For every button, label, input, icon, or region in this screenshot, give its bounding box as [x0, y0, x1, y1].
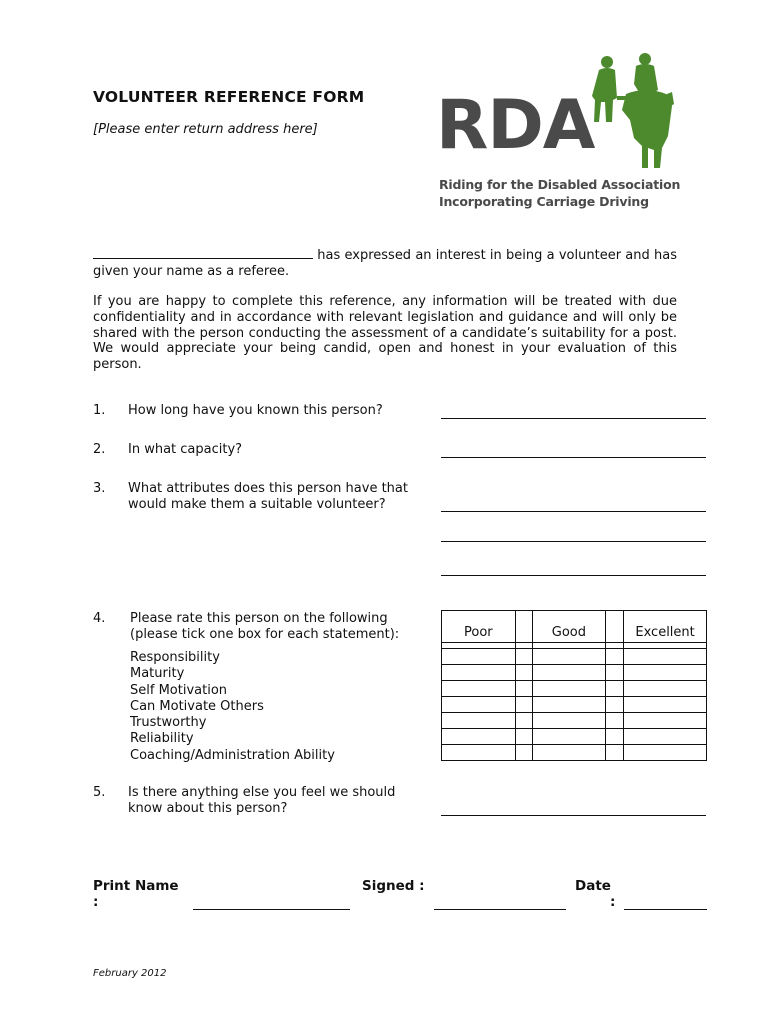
- return-address-placeholder: [Please enter return address here]: [93, 122, 318, 137]
- rating-statement: Can Motivate Others: [130, 698, 264, 714]
- intro-paragraph-1: has expressed an interest in being a volunteer and has given your name as a referee.: [93, 248, 677, 279]
- rating-checkbox[interactable]: [532, 681, 606, 697]
- rating-row: [442, 649, 707, 665]
- rating-checkbox[interactable]: [532, 665, 606, 681]
- rating-row: [442, 713, 707, 729]
- rating-grid: [441, 610, 707, 762]
- rating-checkbox[interactable]: [532, 697, 606, 713]
- question-4-number: 4.: [93, 611, 106, 626]
- logo-subtitle: [439, 176, 680, 210]
- rating-row: [442, 697, 707, 713]
- rating-statement: Coaching/Administration Ability: [130, 747, 335, 763]
- question-2-number: 2.: [93, 442, 106, 457]
- rating-checkbox[interactable]: [532, 745, 606, 761]
- logo-line-2: Incorporating Carriage Driving: [439, 194, 649, 209]
- question-4-text: Please rate this person on the following (please tick one box for each statement):: [130, 611, 400, 642]
- rating-checkbox[interactable]: [442, 729, 516, 745]
- rating-checkbox[interactable]: [532, 713, 606, 729]
- candidate-name-blank[interactable]: [93, 248, 313, 259]
- rating-row: [442, 729, 707, 745]
- rating-checkbox[interactable]: [624, 665, 707, 681]
- question-5-answer-line[interactable]: [441, 815, 706, 816]
- intro-paragraph-2: If you are happy to complete this reference, any information will be treated with due confidentiality and in accordance with relevant legislation and guidance and will only be shared with the person conducting the assessment of a candidate’s suitability for a post. We would appreciate your being candid, open and honest in your evaluation of this person.: [93, 294, 677, 373]
- rating-statements: [130, 650, 335, 764]
- rating-statement: Maturity: [130, 666, 185, 682]
- rating-checkbox[interactable]: [532, 649, 606, 665]
- question-1-text: How long have you known this person?: [128, 403, 383, 418]
- rating-header-excellent: Excellent: [624, 611, 707, 643]
- rating-statement: Responsibility: [130, 650, 220, 665]
- form-title: VOLUNTEER REFERENCE FORM: [93, 88, 365, 106]
- date-line[interactable]: [624, 909, 707, 910]
- signed-label: Signed :: [362, 878, 425, 894]
- print-name-label: Print Name: [93, 878, 179, 894]
- rating-checkbox[interactable]: [442, 697, 516, 713]
- footer-date: February 2012: [93, 968, 167, 979]
- rating-statement: Self Motivation: [130, 682, 228, 698]
- rating-checkbox[interactable]: [624, 697, 707, 713]
- rating-statement: Trustworthy: [130, 715, 207, 731]
- signature-line[interactable]: [434, 909, 566, 910]
- rating-checkbox[interactable]: [442, 681, 516, 697]
- question-3-answer-line-3[interactable]: [441, 575, 706, 576]
- rating-checkbox[interactable]: [624, 745, 707, 761]
- rating-statement: Reliability: [130, 731, 194, 747]
- question-1-number: 1.: [93, 403, 106, 418]
- question-5-number: 5.: [93, 785, 106, 800]
- question-5-text: Is there anything else you feel we should know about this person?: [128, 785, 396, 816]
- rating-checkbox[interactable]: [442, 665, 516, 681]
- rating-checkbox[interactable]: [442, 649, 516, 665]
- logo-line-1: Riding for the Disabled Association: [439, 177, 681, 192]
- rating-checkbox[interactable]: [624, 681, 707, 697]
- question-2-answer-line[interactable]: [441, 457, 706, 458]
- question-2-text: In what capacity?: [128, 442, 243, 457]
- question-3-answer-line-2[interactable]: [441, 541, 706, 542]
- rating-checkbox[interactable]: [532, 729, 606, 745]
- date-colon: :: [610, 894, 616, 910]
- rating-checkbox[interactable]: [624, 713, 707, 729]
- rating-checkbox[interactable]: [624, 729, 707, 745]
- rating-row: [442, 745, 707, 761]
- print-name-line[interactable]: [193, 909, 350, 910]
- rating-row: [442, 681, 707, 697]
- question-3-answer-line-1[interactable]: [441, 511, 706, 512]
- rating-checkbox[interactable]: [442, 745, 516, 761]
- print-name-colon: :: [93, 894, 99, 910]
- question-3-text: What attributes does this person have that would make them a suitable volunteer?: [128, 481, 408, 512]
- rating-header-good: Good: [532, 611, 606, 643]
- question-1-answer-line[interactable]: [441, 418, 706, 419]
- rating-row: [442, 665, 707, 681]
- rating-checkbox[interactable]: [624, 649, 707, 665]
- rating-header-poor: Poor: [442, 611, 516, 643]
- question-3-number: 3.: [93, 481, 106, 496]
- logo-letters: RDA: [436, 86, 595, 165]
- rating-checkbox[interactable]: [442, 713, 516, 729]
- date-label: Date: [575, 878, 611, 894]
